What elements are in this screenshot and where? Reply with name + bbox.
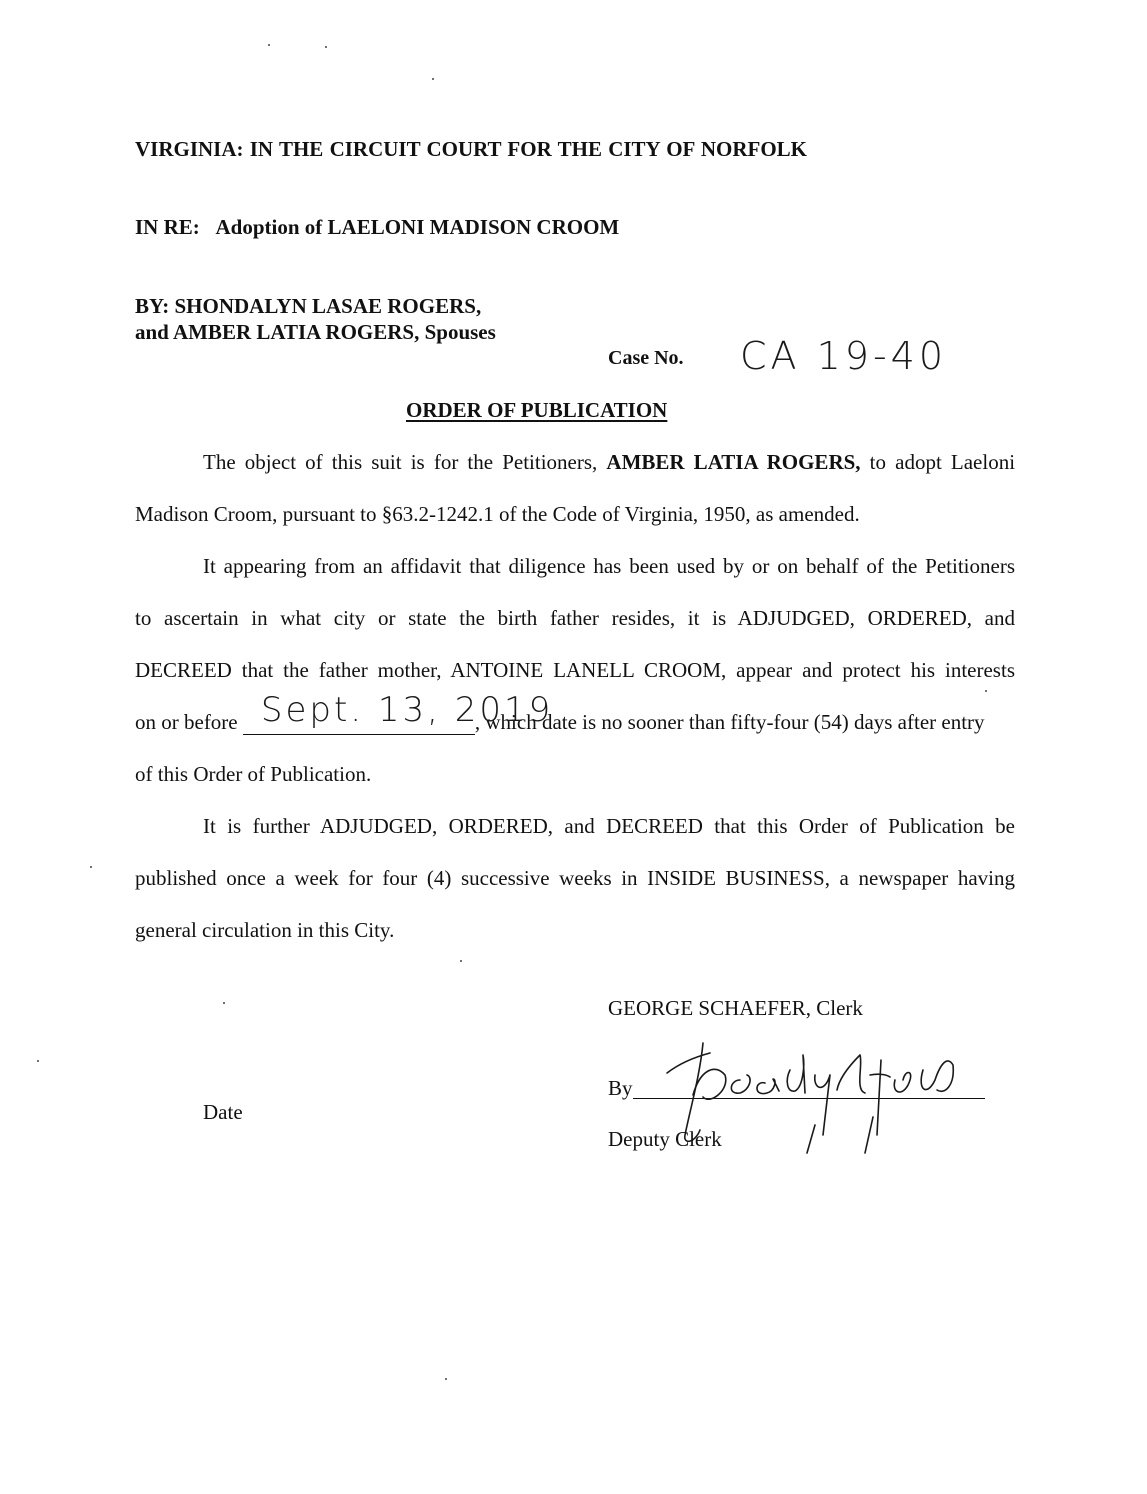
scan-speck [445,1378,447,1380]
paragraph-1-line-1 [203,450,1015,475]
p1-post: to adopt Laeloni [869,450,1016,474]
p2-post: , which date is no sooner than fifty-four (54) days after entry [474,710,985,734]
petitioners-line-2: and AMBER LATIA ROGERS, Spouses [135,320,496,344]
signature-line [608,1076,633,1101]
paragraph-2-line-1: It appearing from an affidavit that diligence has been used by or on behalf of the Petitioners [203,554,1015,578]
appearance-date-field [243,690,554,735]
case-number-handwritten: CA 19-40 [740,334,948,378]
paragraph-2-line-5: of this Order of Publication. [135,762,372,786]
scan-speck [223,1002,225,1004]
scan-speck [268,44,270,46]
scan-speck [460,960,462,962]
paragraph-1-line-2: Madison Croom, pursuant to §63.2-1242.1 of the Code of Virginia, 1950, as amended. [135,502,860,526]
signature-text-hidden: Tracey Stpls [675,1105,682,1106]
date-label: Date [203,1100,243,1124]
in-re-line [135,215,619,240]
scan-speck [37,1060,39,1062]
paragraph-2-line-2: to ascertain in what city or state the birth father resides, it is ADJUDGED, ORDERED, and [135,606,1015,630]
by-label: By [608,1076,633,1100]
p1-petitioner-name: AMBER LATIA ROGERS, [606,450,861,474]
paragraph-3-line-3: general circulation in this City. [135,918,395,942]
scan-speck [90,866,92,868]
clerk-name: GEORGE SCHAEFER, Clerk [608,996,863,1020]
scan-speck [432,78,434,80]
p1-pre: The object of this suit is for the Petitioners, [203,450,598,474]
in-re-text: Adoption of LAELONI MADISON CROOM [215,215,620,239]
paragraph-2-line-4 [135,690,985,735]
case-number-label: Case No. [608,347,684,369]
scan-speck [985,690,987,692]
scan-speck [325,46,327,48]
appearance-date-handwritten: Sept. 13, 2019 [260,690,554,730]
deputy-clerk-title: Deputy Clerk [608,1127,722,1151]
paragraph-3-line-2: published once a week for four (4) successive weeks in INSIDE BUSINESS, a newspaper having [135,866,1015,890]
paragraph-3-line-1: It is further ADJUDGED, ORDERED, and DECREED that this Order of Publication be [203,814,1015,838]
petitioners-line-1: BY: SHONDALYN LASAE ROGERS, [135,294,482,318]
order-title: ORDER OF PUBLICATION [406,398,668,422]
paragraph-2-line-3: DECREED that the father mother, ANTOINE LANELL CROOM, appear and protect his interests [135,658,1015,682]
p2-on-or-before: on or before [135,710,238,734]
court-header: VIRGINIA: IN THE CIRCUIT COURT FOR THE CITY OF NORFOLK [135,137,807,161]
in-re-label: IN RE: [135,215,200,239]
